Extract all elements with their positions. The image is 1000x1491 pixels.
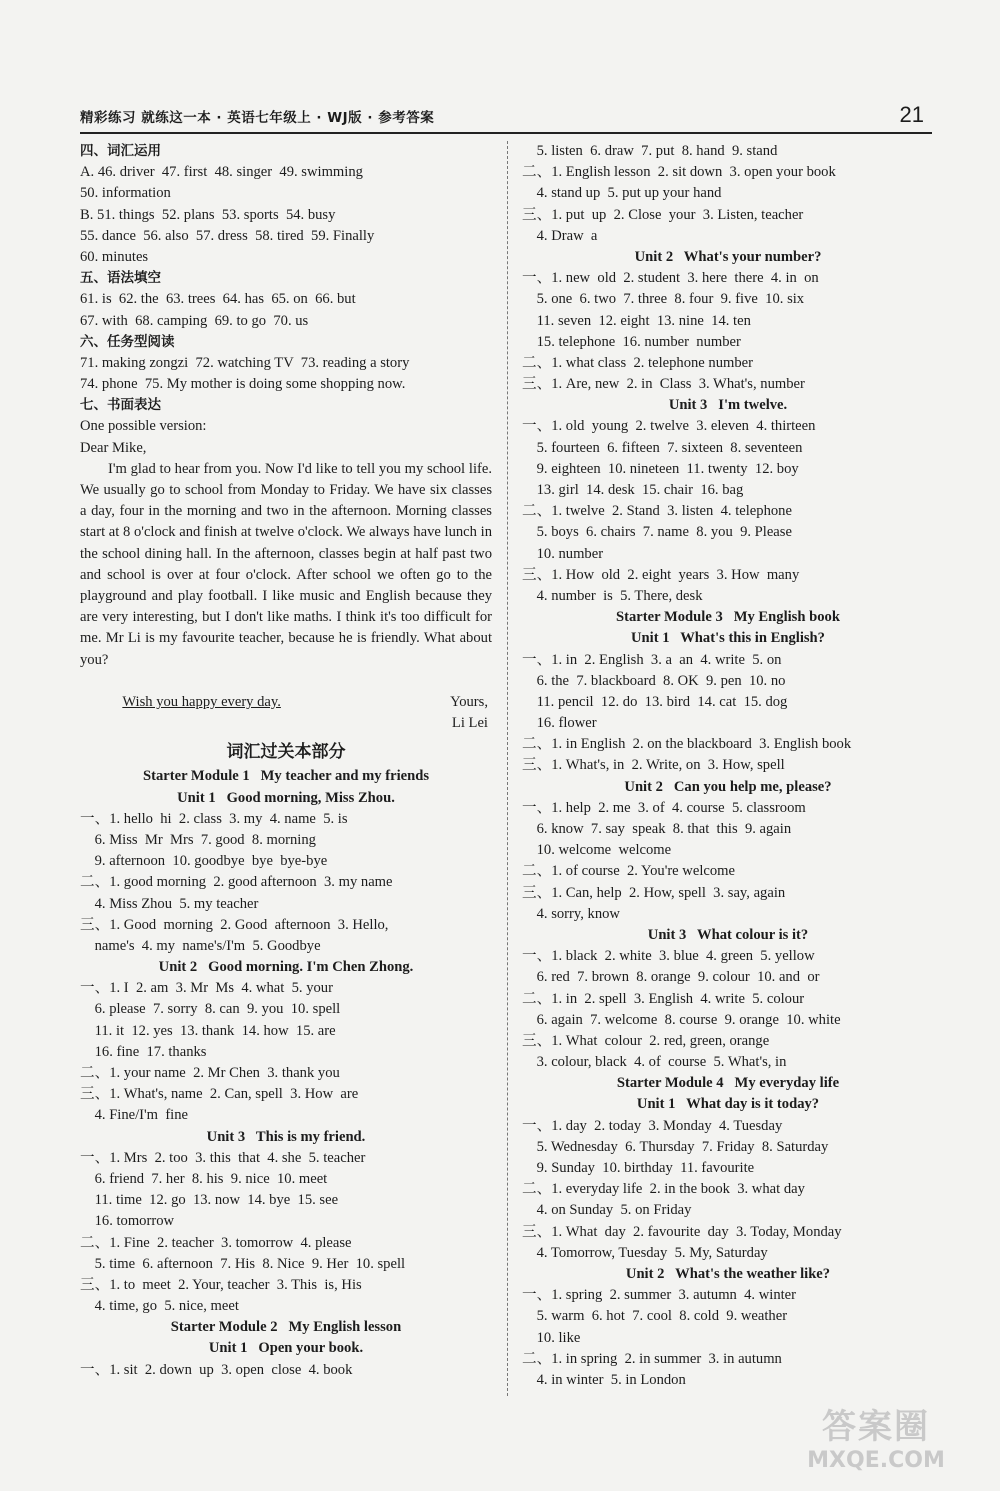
- unit-heading: Unit 2 Can you help me, please?: [624, 778, 832, 795]
- answer-line: 5. warm 6. hot 7. cool 8. cold 9. weather: [522, 1308, 788, 1325]
- answer-line: 二、1. Fine 2. teacher 3. tomorrow 4. please: [80, 1234, 352, 1251]
- unit-heading: Starter Module 4 My everyday life: [616, 1075, 840, 1092]
- answer-line: 5. time 6. afternoon 7. His 8. Nice 9. Her 10. spell: [80, 1255, 406, 1272]
- right-column: [522, 141, 934, 1391]
- section-title: 词汇过关本部分: [226, 742, 346, 763]
- answer-line: 16. flower: [522, 715, 597, 732]
- answer-line: 16. tomorrow: [80, 1213, 175, 1230]
- answer-line: 4. Miss Zhou 5. my teacher: [80, 895, 259, 912]
- section-heading: 五、语法填空: [80, 270, 161, 287]
- answer-line: 二、1. in spring 2. in summer 3. in autumn: [522, 1350, 782, 1367]
- answer-line: 一、1. I 2. am 3. Mr Ms 4. what 5. your: [80, 980, 333, 997]
- answer-line: 11. time 12. go 13. now 14. bye 15. see: [80, 1192, 339, 1209]
- answer-line: 三、1. to meet 2. Your, teacher 3. This is, His: [80, 1276, 362, 1293]
- answer-line: 二、1. of course 2. You're welcome: [522, 863, 735, 880]
- answer-line: 5. Wednesday 6. Thursday 7. Friday 8. Saturday: [522, 1138, 829, 1155]
- answer-line: 5. one 6. two 7. three 8. four 9. five 10. six: [522, 291, 805, 308]
- watermark-url: MXQE.COM: [807, 1448, 945, 1473]
- answer-line: 16. fine 17. thanks: [80, 1043, 207, 1060]
- answer-line: 二、1. in English 2. on the blackboard 3. English book: [522, 736, 852, 753]
- answer-line: 4. on Sunday 5. on Friday: [522, 1202, 692, 1219]
- page-number: 21: [899, 102, 924, 127]
- answer-line: 74. phone 75. My mother is doing some shopping now.: [80, 376, 406, 393]
- answer-line: 二、1. twelve 2. Stand 3. listen 4. telephone: [522, 503, 792, 520]
- answer-line: 4. number is 5. There, desk: [522, 587, 703, 604]
- answer-line: Dear Mike,: [80, 439, 147, 456]
- answer-line: 6. know 7. say speak 8. that this 9. again: [522, 821, 792, 837]
- answer-line: 4. Tomorrow, Tuesday 5. My, Saturday: [522, 1244, 768, 1261]
- answer-line: 4. sorry, know: [522, 905, 620, 922]
- unit-heading: Unit 1 What day is it today?: [636, 1096, 820, 1113]
- answer-line: 5. listen 6. draw 7. put 8. hand 9. stand: [522, 143, 778, 159]
- answer-line: 9. eighteen 10. nineteen 11. twenty 12. boy: [522, 460, 799, 477]
- answer-line: 13. girl 14. desk 15. chair 16. bag: [522, 482, 744, 498]
- answer-line: 三、1. Are, new 2. in Class 3. What's, number: [522, 376, 805, 393]
- answer-line: 4. stand up 5. put up your hand: [522, 185, 722, 202]
- answer-line: 一、1. day 2. today 3. Monday 4. Tuesday: [522, 1117, 783, 1134]
- unit-heading: Starter Module 2 My English lesson: [170, 1319, 402, 1336]
- answer-line: 6. the 7. blackboard 8. OK 9. pen 10. no: [522, 672, 786, 689]
- watermark-logo: [776, 1399, 976, 1473]
- answer-line: 一、1. hello hi 2. class 3. my 4. name 5. is: [80, 810, 348, 827]
- answer-line: 二、1. in 2. spell 3. English 4. write 5. colour: [522, 990, 805, 1007]
- left-column: [80, 141, 492, 1381]
- answer-line: 三、1. put up 2. Close your 3. Listen, teacher: [522, 206, 804, 223]
- answer-line: 10. number: [522, 545, 604, 562]
- page-header: [80, 104, 932, 134]
- header-title: 精彩练习 就练这一本 · 英语七年级上 · WJ版 · 参考答案: [80, 110, 435, 126]
- answer-line: B. 51. things 52. plans 53. sports 54. busy: [80, 206, 336, 223]
- answers-section-top: [80, 141, 492, 459]
- answer-line: 三、1. What day 2. favourite day 3. Today, Monday: [522, 1223, 842, 1240]
- answer-line: 6. please 7. sorry 8. can 9. you 10. spell: [80, 1001, 341, 1018]
- answer-line: 5. boys 6. chairs 7. name 8. you 9. Please: [522, 524, 792, 541]
- answer-line: 10. like: [522, 1329, 581, 1346]
- section-heading: 四、词汇运用: [80, 143, 161, 159]
- answer-line: 二、1. what class 2. telephone number: [522, 354, 754, 371]
- letter-closing-text: Wish you happy every day.: [122, 694, 281, 711]
- answer-line: 11. it 12. yes 13. thank 14. how 15. are: [80, 1022, 336, 1039]
- answer-line: 6. Miss Mr Mrs 7. good 8. morning: [80, 831, 316, 848]
- answer-line: 6. again 7. welcome 8. course 9. orange 10. white: [522, 1011, 841, 1028]
- letter-body: [80, 459, 492, 671]
- unit-heading: Unit 3 This is my friend.: [206, 1128, 366, 1145]
- answer-line: 4. Fine/I'm fine: [80, 1107, 189, 1124]
- unit-heading: Starter Module 1 My teacher and my friends: [142, 768, 430, 785]
- answer-line: 61. is 62. the 63. trees 64. has 65. on 66. but: [80, 291, 356, 308]
- answer-line: 一、1. black 2. white 3. blue 4. green 5. yellow: [522, 948, 815, 965]
- answer-line: 11. pencil 12. do 13. bird 14. cat 15. dog: [522, 693, 788, 710]
- vocab-section-left: [80, 766, 492, 1380]
- unit-heading: Unit 3 I'm twelve.: [668, 397, 788, 414]
- signoff-yours: Yours,: [450, 694, 488, 711]
- answer-line: 一、1. in 2. English 3. a an 4. write 5. on: [522, 651, 782, 668]
- answer-line: 71. making zongzi 72. watching TV 73. reading a story: [80, 354, 410, 371]
- answer-line: 4. time, go 5. nice, meet: [80, 1298, 239, 1315]
- answer-line: One possible version:: [80, 418, 207, 435]
- unit-heading: Unit 1 Good morning, Miss Zhou.: [177, 789, 395, 806]
- unit-heading: Unit 2 Good morning. I'm Chen Zhong.: [158, 959, 414, 976]
- answer-line: 6. friend 7. her 8. his 9. nice 10. meet: [80, 1170, 328, 1187]
- answer-line: 一、1. sit 2. down up 3. open close 4. book: [80, 1361, 353, 1378]
- section-heading: 六、任务型阅读: [80, 333, 175, 350]
- watermark-mark: 答案圈: [822, 1407, 930, 1447]
- answer-line: 二、1. good morning 2. good afternoon 3. my name: [80, 874, 393, 891]
- answer-line: 三、1. What's, name 2. Can, spell 3. How are: [80, 1086, 359, 1103]
- answer-line: name's 4. my name's/I'm 5. Goodbye: [80, 937, 321, 954]
- answer-line: 9. afternoon 10. goodbye bye bye-bye: [80, 853, 328, 870]
- unit-heading: Unit 2 What's your number?: [634, 248, 822, 265]
- vocab-section-right: [522, 141, 934, 1391]
- answer-line: 5. fourteen 6. fifteen 7. sixteen 8. seventeen: [522, 439, 803, 456]
- answer-line: 3. colour, black 4. of course 5. What's, in: [522, 1054, 787, 1071]
- answer-line: 一、1. spring 2. summer 3. autumn 4. winter: [522, 1287, 797, 1304]
- answer-line: 11. seven 12. eight 13. nine 14. ten: [522, 312, 751, 329]
- answer-line: 60. minutes: [80, 248, 149, 265]
- section-heading: 七、书面表达: [80, 397, 161, 414]
- answer-line: 55. dance 56. also 57. dress 58. tired 59. Finally: [80, 227, 375, 244]
- letter-body-text: I'm glad to hear from you. Now I'd like to tell you my school life. We usually go to school from Monday to Friday. We have six classes a day, four in the morning and two in the afternoon. Morning classes start at 8 o'clock and finish at twelve o'clock. We always have lunch in the school dining hall. In the afternoon, classes begin at half past two and school is over at four o'clock. After school we often go to the playground and play football. I like music and English because they are very interesting, but I don't like maths. I think it's too difficult for me. Mr Li is my favourite teacher, because he is friendly. What about you?: [80, 460, 492, 668]
- answer-line: 二、1. your name 2. Mr Chen 3. thank you: [80, 1065, 340, 1082]
- answer-line: 二、1. everyday life 2. in the book 3. what day: [522, 1181, 805, 1198]
- answer-line: 67. with 68. camping 69. to go 70. us: [80, 312, 309, 329]
- answer-line: 三、1. Good morning 2. Good afternoon 3. Hello,: [80, 916, 389, 933]
- answer-line: 15. telephone 16. number number: [522, 333, 741, 350]
- answer-line: 4. Draw a: [522, 227, 598, 244]
- answer-line: 一、1. help 2. me 3. of 4. course 5. classroom: [522, 799, 806, 816]
- answer-line: A. 46. driver 47. first 48. singer 49. swimming: [80, 164, 363, 181]
- signoff-name: Li Lei: [451, 715, 488, 732]
- answer-line: 10. welcome welcome: [522, 842, 672, 859]
- unit-heading: Unit 2 What's the weather like?: [625, 1265, 831, 1282]
- unit-heading: Starter Module 3 My English book: [616, 609, 840, 626]
- unit-heading: Unit 1 Open your book.: [208, 1340, 364, 1357]
- column-divider: [507, 141, 508, 1396]
- answer-line: 9. Sunday 10. birthday 11. favourite: [522, 1160, 755, 1176]
- answer-line: 50. information: [80, 185, 171, 202]
- unit-heading: Unit 3 What colour is it?: [647, 926, 809, 943]
- answer-line: 一、1. new old 2. student 3. here there 4. in on: [522, 270, 819, 287]
- answer-line: 一、1. old young 2. twelve 3. eleven 4. thirteen: [522, 418, 816, 435]
- answer-line: 6. red 7. brown 8. orange 9. colour 10. and or: [522, 969, 820, 986]
- answer-line: 三、1. Can, help 2. How, spell 3. say, again: [522, 884, 786, 901]
- answer-line: 三、1. How old 2. eight years 3. How many: [522, 566, 800, 583]
- answer-line: 二、1. English lesson 2. sit down 3. open your book: [522, 164, 836, 181]
- answer-line: 三、1. What colour 2. red, green, orange: [522, 1032, 770, 1049]
- unit-heading: Unit 1 What's this in English?: [631, 630, 825, 647]
- answer-line: 一、1. Mrs 2. too 3. this that 4. she 5. teacher: [80, 1149, 366, 1166]
- answer-line: 三、1. What's, in 2. Write, on 3. How, spell: [522, 757, 785, 774]
- answer-line: 4. in winter 5. in London: [522, 1371, 686, 1388]
